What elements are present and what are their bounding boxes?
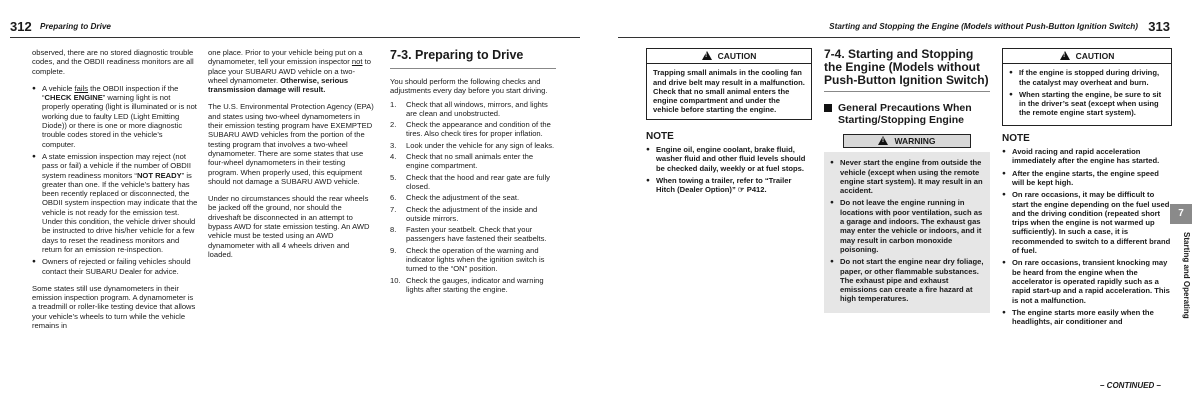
- bullet2-text-b: ” is greater than one. If the vehicle’s battery has been recently replaced or disconnected, the OBDII system inspection may indicate that the vehicle is not ready for the emission test. Under this condition, the vehicle driver should be instructed to drive his/her vehicle for a few days to reset the readiness monitors and return for an emission re-inspection.: [42, 170, 198, 254]
- check-step: [390, 205, 556, 224]
- step-number: 10.: [390, 275, 401, 285]
- warning-list: [824, 152, 990, 312]
- check-step: [390, 276, 556, 295]
- left-page-header: [10, 19, 580, 38]
- note-towing-trailer: ● When towing a trailer, refer to “Trailer Hitch (Dealer Option)” ☞ P412.: [646, 176, 812, 195]
- obd-intro-paragraph: observed, there are no stored diagnostic trouble codes, and the OBDII readiness monitors are all complete.: [32, 48, 194, 76]
- step-number: 2.: [390, 120, 397, 130]
- step-text: Check that all windows, mirrors, and lights are clean and unobstructed.: [406, 99, 548, 118]
- caution-list: [1003, 64, 1171, 124]
- caution-item: ● If the engine is stopped during driving, the catalyst may overheat and burn.: [1009, 68, 1165, 87]
- note-item: ● On rare occasions, transient knocking may be heard from the engine when the accelerator is operated rapidly such as a rapid start-up and a rapid acceleration. This is not a malfunction.: [1002, 258, 1172, 304]
- check-step: [390, 141, 556, 150]
- header-title-left: Preparing to Drive: [40, 22, 111, 31]
- awd-test-paragraph: Under no circumstances should the rear wheels be jacked off the ground, nor should the driveshaft be disconnected in an attempt to bypass AWD for state emission testing. An AWD vehicle must be tested using an AWD dynamometer with all 4 wheels driven and loaded.: [208, 194, 370, 259]
- note-fluid-levels: ● Engine oil, engine coolant, brake fluid, washer fluid and other fluid levels should be checked daily, weekly or at fuel stops.: [646, 145, 812, 173]
- p1-not: not: [351, 57, 363, 67]
- warning-triangle-icon: [702, 51, 712, 60]
- step-number: 1.: [390, 99, 397, 109]
- caution-label-2: CAUTION: [1075, 51, 1115, 61]
- bullet1-text-b: the OBDII inspection if the “: [42, 83, 179, 103]
- bullet-not-ready: [32, 152, 198, 254]
- continued-label: – CONTINUED –: [1100, 381, 1161, 390]
- warning-item: ● Never start the engine from outside the vehicle (except when using the remote engine start system). It may result in an accident.: [830, 158, 984, 195]
- p1-text-b: to place your SUBARU AWD vehicle on a two-wheel dynamometer.: [208, 57, 371, 85]
- check-step: [390, 246, 556, 274]
- note-title-2: NOTE: [1002, 132, 1030, 144]
- step-text: Check that no small animals enter the engine compartment.: [406, 152, 534, 171]
- right-page: [610, 0, 1200, 402]
- note-item: ● After the engine starts, the engine speed will be kept high.: [1002, 169, 1172, 188]
- check-step: [390, 120, 556, 139]
- step-number: 6.: [390, 193, 397, 203]
- dynamometer-paragraph: Some states still use dynamometers in their emission inspection program. A dynamometer is a treadmill or roller-like testing device that allows your vehicle’s wheels to turn while the vehicle remains in: [32, 283, 196, 331]
- left-page: [0, 0, 590, 402]
- bullet1-text-a: A vehicle: [42, 83, 75, 93]
- note-item: ● The engine starts more easily when the headlights, air conditioner and: [1002, 308, 1172, 327]
- step-text: Check that the hood and rear gate are fully closed.: [406, 172, 550, 191]
- caution-box-engine: [1002, 48, 1172, 126]
- page-number-312: 312: [10, 19, 32, 34]
- caution-text: Trapping small animals in the cooling fan and drive belt may result in a malfunction. Check that no small animal enters the engine compartment and under the vehicle before starting the engine.: [653, 68, 805, 115]
- page-number-313: 313: [1148, 19, 1170, 34]
- warning-item: ● Do not leave the engine running in locations with poor ventilation, such as a garage and indoors. The exhaust gas may enter the vehicle or indoors, and it may result in carbon monoxide poisoning.: [830, 198, 984, 254]
- note-title: NOTE: [646, 130, 674, 142]
- caution-item: ● When starting the engine, be sure to sit in the driver’s seat (except when using the remote engine start system).: [1009, 90, 1165, 118]
- caution-box-animals: [646, 48, 812, 120]
- section-title-7-4: 7-4. Starting and Stopping the Engine (Models without Push-Button Ignition Switch): [824, 48, 990, 92]
- step-text: Look under the vehicle for any sign of leaks.: [406, 140, 555, 150]
- checks-intro: You should perform the following checks and adjustments every day before you start driving.: [390, 77, 548, 96]
- step-number: 8.: [390, 225, 397, 235]
- subsection-general-precautions: General Precautions When Starting/Stopping Engine: [824, 102, 990, 126]
- check-step: [390, 100, 556, 119]
- bullet1-fails: fails: [74, 83, 89, 93]
- warning-label: WARNING: [894, 136, 936, 146]
- bullet1-check-engine: CHECK ENGINE: [44, 93, 103, 103]
- left-column-3: [390, 48, 556, 296]
- notes-list: [1002, 147, 1172, 326]
- step-text: Check the adjustment of the inside and outside mirrors.: [406, 204, 538, 223]
- step-text: Check the operation of the warning and indicator lights when the ignition switch is turned to the “ON” position.: [406, 245, 545, 274]
- note-item: ● On rare occasions, it may be difficult to start the engine depending on the fuel used and the driving condition (repeated short trips when the engine is not warmed up sufficiently). In such a case, it is recommended to switch to a different brand of fuel.: [1002, 190, 1172, 255]
- dyno-warning-paragraph: [208, 48, 374, 94]
- warning-item: ● Do not start the engine near dry foliage, paper, or other flammable substances. The exhaust pipe and exhaust emissions can create a fire hazard at high temperatures.: [830, 257, 984, 303]
- right-column-2: [824, 48, 990, 313]
- step-number: 5.: [390, 172, 397, 182]
- right-page-header: [618, 19, 1170, 38]
- check-step: [390, 193, 556, 202]
- check-step: [390, 225, 556, 244]
- step-number: 9.: [390, 245, 397, 255]
- checks-list: [390, 100, 556, 295]
- right-column-3: [1002, 48, 1172, 329]
- bullet2-text-a: A state emission inspection may reject (not pass or fail) a vehicle if the number of OBDII system readiness monitors “: [42, 151, 191, 180]
- bullet2-not-ready: NOT READY: [136, 170, 182, 180]
- bullet-rejected-vehicles: ● Owners of rejected or failing vehicles should contact their SUBARU Dealer for advice.: [32, 257, 198, 276]
- chapter-tab[interactable]: 7: [1170, 204, 1192, 224]
- step-number: 3.: [390, 140, 397, 150]
- left-column-1: [32, 48, 198, 338]
- step-number: 7.: [390, 204, 397, 214]
- note-item: ● Avoid racing and rapid acceleration immediately after the engine has started.: [1002, 147, 1172, 166]
- warning-triangle-icon: [1060, 51, 1070, 60]
- step-text: Check the appearance and condition of the tires. Also check tires for proper inflation.: [406, 120, 551, 139]
- p1-text-a: one place. Prior to your vehicle being put on a dynamometer, tell your emission inspector: [208, 48, 363, 67]
- step-text: Fasten your seatbelt. Check that your passengers have fastened their seatbelts.: [406, 225, 547, 244]
- right-column-1: [646, 48, 812, 198]
- section-title-7-3: 7-3. Preparing to Drive: [390, 48, 556, 69]
- caution-header: [647, 49, 811, 64]
- left-column-2: [208, 48, 374, 267]
- header-title-right: Starting and Stopping the Engine (Models without Push-Button Ignition Switch): [829, 22, 1138, 31]
- caution-label: CAUTION: [717, 51, 757, 61]
- check-step: [390, 173, 556, 192]
- bullet1-text-c: ” warning light is not properly operating (light is illuminated or is not working due to faulty LED (Light Emitting Diode)) or there is one or more diagnostic trouble codes stored in the vehicle’s computer.: [42, 93, 197, 149]
- warning-header-wrap: [824, 134, 990, 148]
- epa-paragraph: The U.S. Environmental Protection Agency (EPA) and states using two-wheel dynamometers in their emission testing program have EXEMPTED SUBARU AWD vehicles from the portion of the testing program that involves a two-wheel dynamometer. There are some states that use four-wheel dynamometers in their testing program. When properly used, this equipment should not damage a SUBARU AWD vehicle.: [208, 102, 374, 186]
- step-number: 4.: [390, 152, 397, 162]
- warning-triangle-icon: [878, 136, 888, 145]
- warning-header: [843, 134, 970, 148]
- check-step: [390, 152, 556, 171]
- caution-header-2: [1003, 49, 1171, 64]
- step-text: Check the gauges, indicator and warning lights after starting the engine.: [406, 275, 544, 294]
- p1-transmission-warning: Otherwise, serious transmission damage will result.: [208, 75, 349, 95]
- chapter-label: Starting and Operating: [1182, 232, 1191, 319]
- step-text: Check the adjustment of the seat.: [406, 193, 520, 203]
- bullet-check-engine: [32, 84, 198, 149]
